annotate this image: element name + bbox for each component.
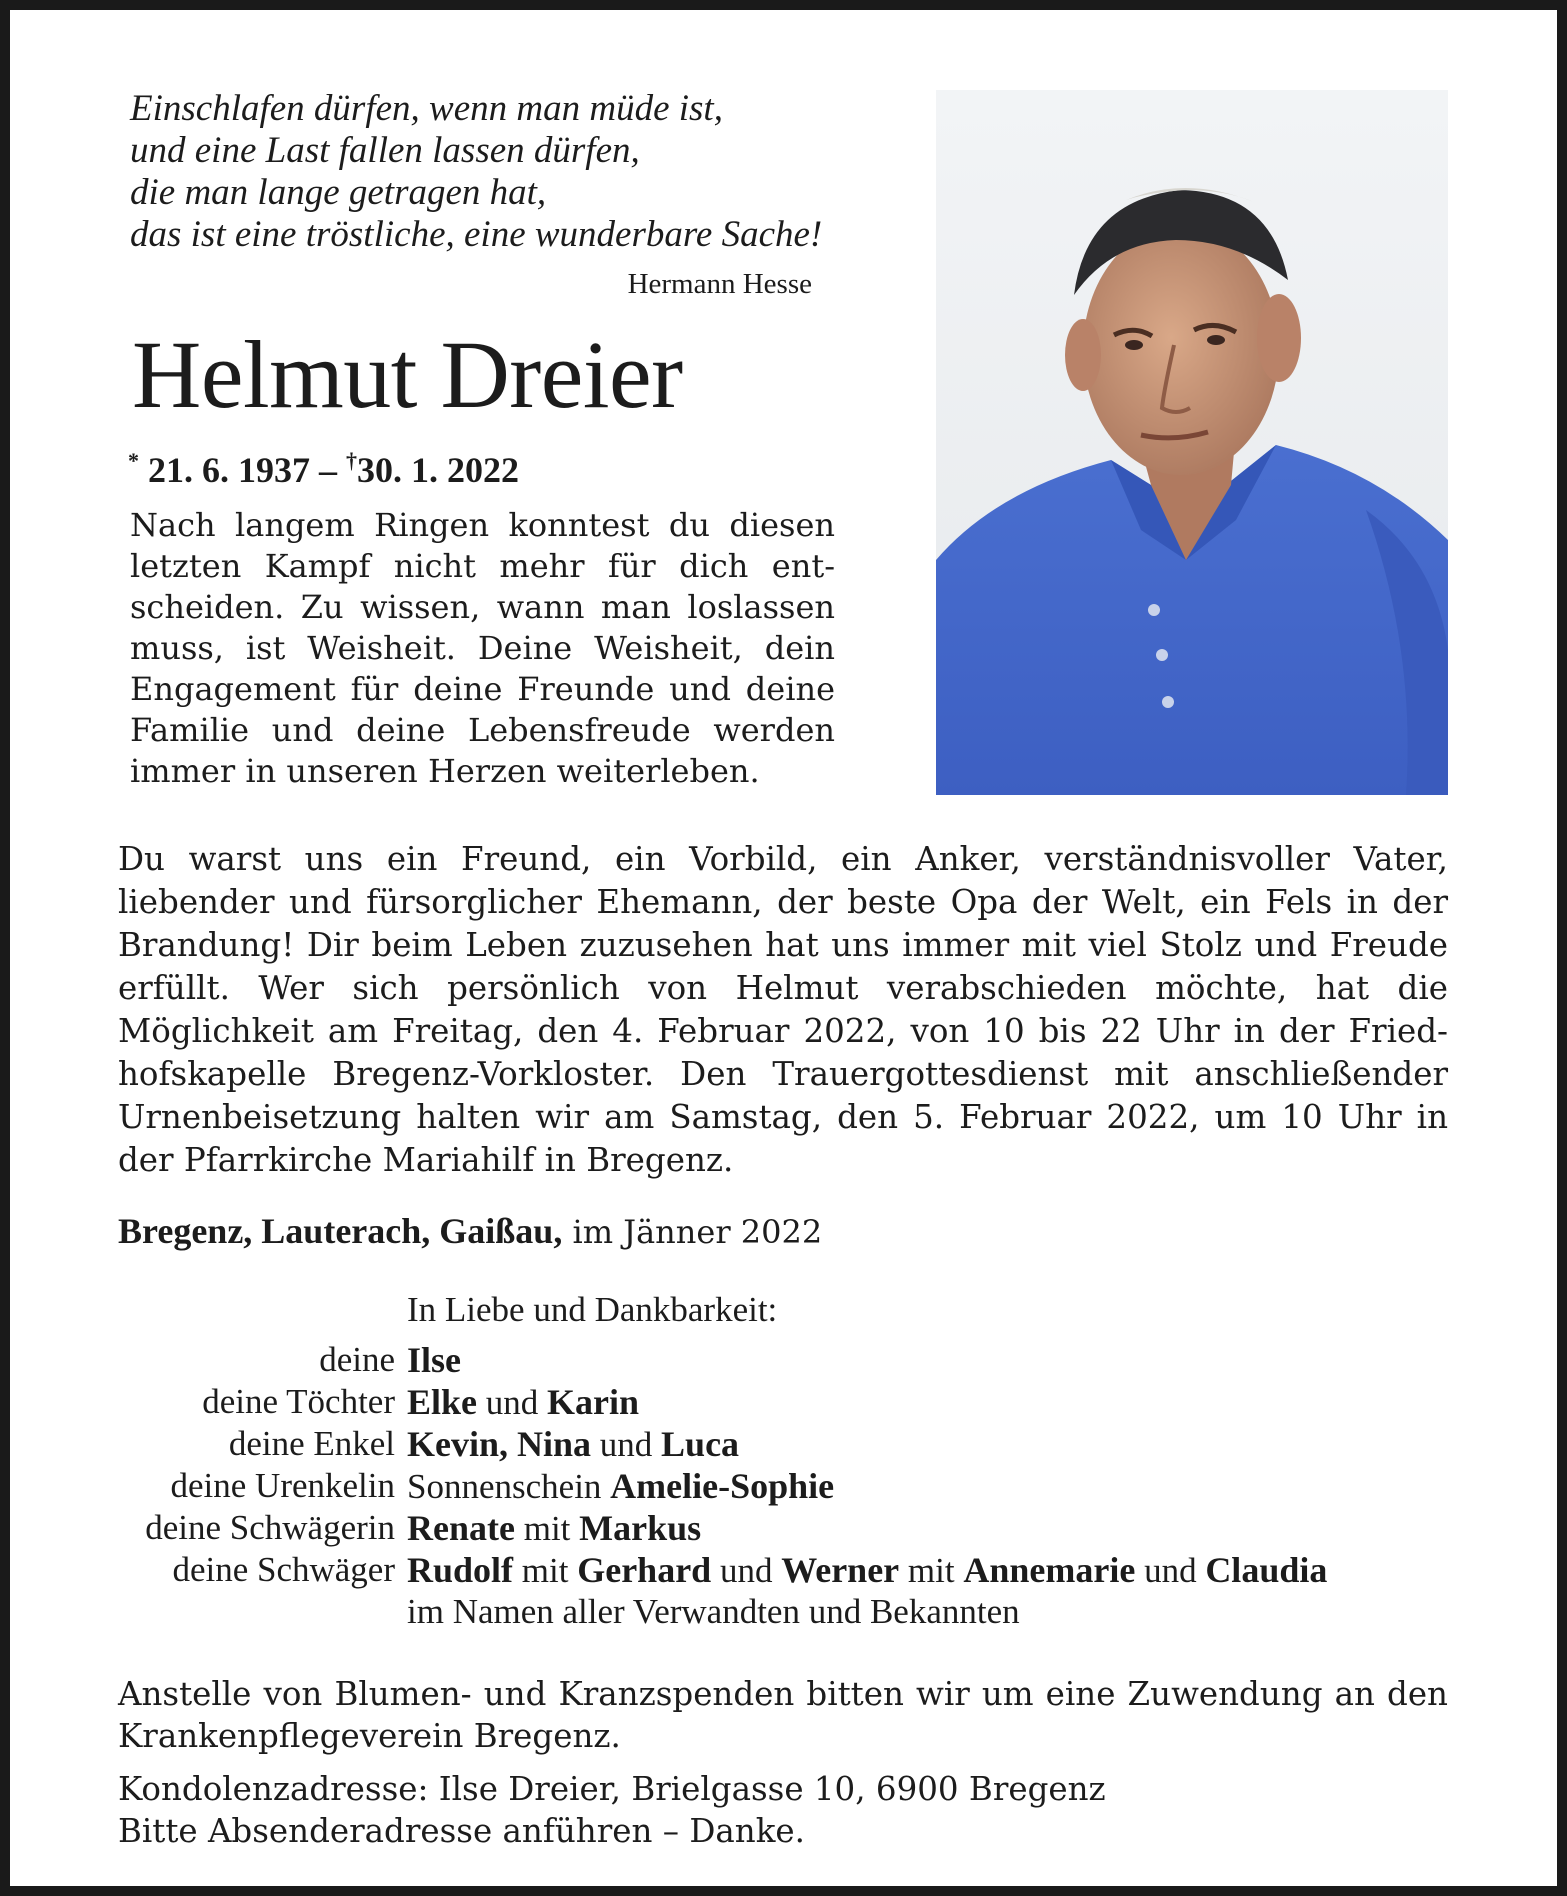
condolence-block bbox=[118, 1768, 1106, 1852]
intro-paragraph: Nach langem Ringen konntest du diesen letzten Kampf nicht mehr für dich entscheiden. Zu wissen, wann man loslassen muss, ist Weisheit. Deine Weisheit, dein Engagement für deine Freunde und deine Familie und deine Lebensfreude werden immer in unseren Herzen weiterleben. bbox=[130, 506, 835, 790]
mourner-names bbox=[407, 1465, 834, 1507]
mourner-name: Annemarie bbox=[963, 1550, 1136, 1590]
death-cross: † bbox=[346, 448, 357, 473]
mourner-connector: Sonnenschein bbox=[407, 1467, 611, 1506]
mourner-name: Karin bbox=[547, 1382, 640, 1422]
deceased-name: Helmut Dreier bbox=[132, 321, 683, 428]
condolence-address: Kondolenzadresse: Ilse Dreier, Brielgasse 10, 6900 Bregenz bbox=[118, 1770, 1106, 1808]
quote-line: und eine Last fallen lassen dürfen, bbox=[130, 130, 640, 171]
mourner-name: Rudolf bbox=[407, 1550, 514, 1590]
mourner-connector: mit bbox=[899, 1551, 964, 1590]
mourner-relation: deine bbox=[319, 1340, 395, 1379]
place-towns: Bregenz, Lauterach, Gaißau, bbox=[118, 1211, 563, 1251]
mourner-name: Markus bbox=[579, 1508, 702, 1548]
birth-date: 21. 6. 1937 bbox=[148, 450, 310, 490]
mourner-relation: deine Schwägerin bbox=[145, 1508, 395, 1547]
death-date: 30. 1. 2022 bbox=[357, 450, 519, 490]
mourner-name: Renate bbox=[407, 1508, 515, 1548]
mourner-name: Elke bbox=[407, 1382, 478, 1422]
mourner-row bbox=[90, 1465, 1327, 1507]
mourner-name: Werner bbox=[781, 1550, 900, 1590]
quote-line: Einschlafen dürfen, wenn man müde ist, bbox=[130, 88, 723, 129]
portrait-photo bbox=[936, 90, 1448, 795]
place-date-line bbox=[118, 1210, 822, 1252]
mourner-connector: und bbox=[1135, 1551, 1206, 1590]
quote-author: Hermann Hesse bbox=[627, 268, 812, 300]
mourner-names bbox=[407, 1549, 1327, 1591]
mourner-names bbox=[407, 1507, 701, 1549]
quote-line: das ist eine tröstliche, eine wunderbare Sache! bbox=[130, 214, 823, 255]
birth-star: * bbox=[128, 448, 139, 473]
mourner-row bbox=[90, 1381, 1327, 1423]
mourner-name: Claudia bbox=[1205, 1550, 1328, 1590]
mourner-name: Ilse bbox=[407, 1340, 461, 1380]
closing-phrase: In Liebe und Dankbarkeit: bbox=[407, 1290, 778, 1329]
mourner-name: Gerhard bbox=[577, 1550, 712, 1590]
mourner-names bbox=[407, 1381, 639, 1423]
mourner-row bbox=[90, 1549, 1327, 1591]
mourner-row bbox=[90, 1507, 1327, 1549]
mourner-row bbox=[90, 1339, 1327, 1381]
mourner-connector: und bbox=[477, 1383, 548, 1422]
life-dates bbox=[128, 448, 519, 491]
mourner-relation: deine Schwäger bbox=[172, 1550, 395, 1589]
mourner-connector: und bbox=[711, 1551, 782, 1590]
donation-note: Anstelle von Blumen- und Kranzspenden bitten wir um eine Zuwendung an den Krankenpflegeverein Bregenz. bbox=[118, 1675, 1448, 1755]
mourner-relation: deine Enkel bbox=[228, 1424, 395, 1463]
mourner-relation: deine Töchter bbox=[202, 1382, 395, 1421]
mourner-connector: und bbox=[591, 1425, 662, 1464]
mourner-relation: deine Urenkelin bbox=[170, 1466, 395, 1505]
quote-line: die man lange getragen hat, bbox=[130, 172, 547, 213]
mourner-connector: mit bbox=[514, 1509, 580, 1548]
mourner-names bbox=[407, 1339, 461, 1381]
mourner-name: Amelie-Sophie bbox=[610, 1466, 835, 1506]
mourner-connector: mit bbox=[513, 1551, 578, 1590]
place-date: im Jänner 2022 bbox=[572, 1213, 823, 1251]
poem-quote bbox=[130, 88, 823, 256]
mourners-footer: im Namen aller Verwandten und Bekannten bbox=[407, 1592, 1020, 1631]
portrait-illustration bbox=[936, 90, 1448, 795]
mourner-name: Luca bbox=[661, 1424, 740, 1464]
condolence-note: Bitte Absenderadresse anführen – Danke. bbox=[118, 1812, 805, 1850]
mourner-row bbox=[90, 1423, 1327, 1465]
body-paragraph: Du warst uns ein Freund, ein Vorbild, ein Anker, verständnisvoller Vater, liebender und fürsorglicher Ehemann, der beste Opa der Welt, ein Fels in der Brandung! Dir beim Leben zuzusehen hat uns immer mit viel Stolz und Freude erfüllt. Wer sich persönlich von Helmut verabschieden möchte, hat die Möglichkeit am Freitag, den 4. Februar 2022, von 10 bis 22 Uhr in der Friedhofskapelle Bregenz-Vorkloster. Den Trauergottesdienst mit anschließender Urnenbeisetzung halten wir am Samstag, den 5. Februar 2022, um 10 Uhr in der Pfarrkirche Mariahilf in Bregenz. bbox=[118, 840, 1448, 1179]
mourners-list bbox=[90, 1339, 1327, 1633]
mourner-names bbox=[407, 1423, 739, 1465]
date-dash: – bbox=[319, 450, 337, 490]
mourner-name: Kevin, Nina bbox=[407, 1424, 592, 1464]
